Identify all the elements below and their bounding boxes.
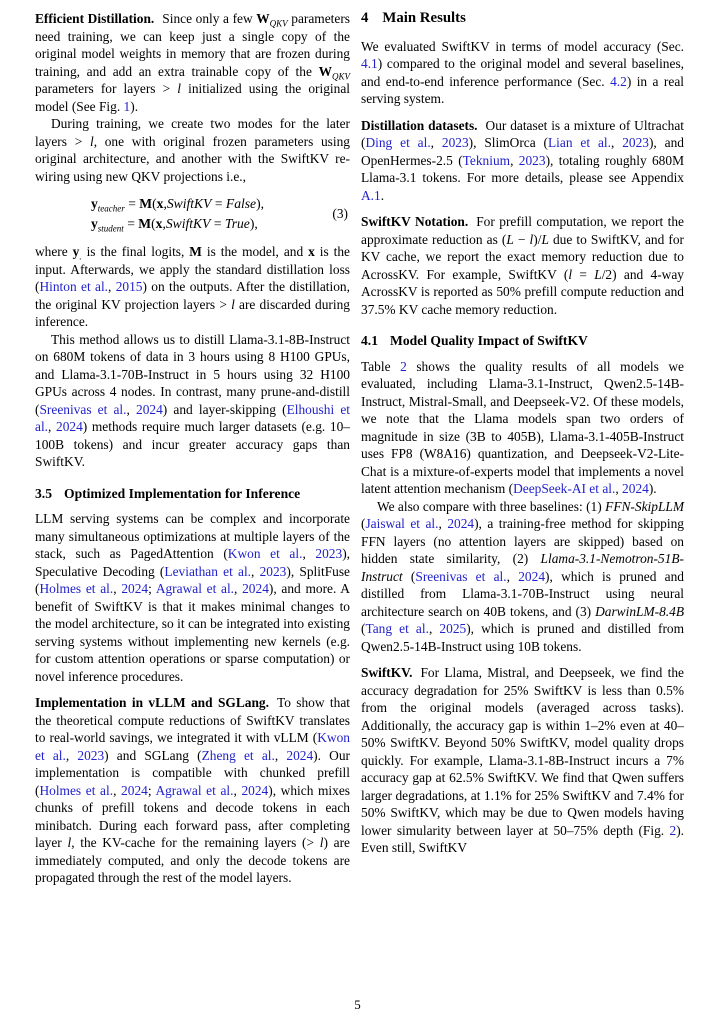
text-segment: ), SlimOrca ( — [468, 135, 548, 150]
equation-block — [35, 194, 350, 234]
text-segment: ) compared to the original model and several baselines, and end-to-end inference performance (Sec. — [361, 56, 684, 89]
paragraph — [361, 498, 684, 656]
citation-link[interactable]: Teknium — [462, 152, 511, 168]
text-segment: DarwinLM-8.4B — [595, 603, 684, 619]
citation-link[interactable]: 2023 — [518, 152, 546, 168]
math-subscript: QKV — [269, 18, 288, 29]
text-segment: ) and layer-skipping ( — [162, 401, 287, 417]
text-segment: x — [308, 244, 315, 259]
text-segment: ) on the outputs. After the distillation, the original KV projection layers — [35, 279, 350, 312]
paragraph-lead: Implementation in vLLM and SGLang. — [35, 695, 269, 710]
citation-link[interactable]: 2024 — [56, 419, 83, 434]
text-segment: M — [139, 196, 153, 211]
text-segment: , — [251, 563, 260, 579]
text-segment: To show that the theoretical compute reductions of SwiftKV translates to real-world savings, we integrated it with vLLM ( — [35, 695, 350, 745]
section-heading — [361, 332, 684, 350]
citation-link[interactable]: Hinton et al. — [39, 279, 109, 294]
section-title: Optimized Implementation for Inference — [64, 485, 301, 501]
citation-link[interactable]: 4.2 — [610, 73, 627, 89]
text-segment: initialized using the original model (See Fig. — [35, 81, 350, 114]
text-segment: ), — [256, 196, 265, 211]
text-segment: ), totaling roughly 680M Llama-3.1 tokens. For more details, please see Appendix — [361, 152, 684, 185]
text-segment: ). — [130, 98, 139, 114]
text-segment: , — [233, 782, 242, 798]
citation-link[interactable]: 2024 — [447, 516, 475, 531]
text-segment: We also compare with three baselines: (1) — [377, 498, 606, 514]
text-segment: , — [615, 481, 623, 496]
text-segment: , one with original frozen parameters using original architecture, and another with the SwiftKV re-wiring using new QKV projections i.e., — [35, 133, 351, 184]
text-segment: , — [510, 152, 519, 168]
text-segment: > — [162, 81, 178, 96]
citation-link[interactable]: Sreenivas et al. — [415, 568, 507, 584]
text-segment: due to SwiftKV, and for KV cache, we report the exact memory reduction due to AcrossKV. For example, SwiftKV ( — [361, 231, 684, 282]
text-segment: W — [256, 11, 270, 26]
text-segment: ; — [148, 581, 156, 596]
paragraph — [35, 115, 350, 185]
text-segment: Table — [361, 358, 401, 374]
citation-link[interactable]: 2 — [669, 822, 677, 838]
paragraph-lead: SwiftKV Notation. — [361, 214, 469, 229]
text-segment: M — [189, 244, 202, 259]
citation-link[interactable]: 2 — [400, 358, 407, 374]
citation-link[interactable]: 2023 — [622, 135, 649, 150]
text-segment: l — [319, 835, 324, 850]
text-segment: ), which is pruned and distilled from Qwen2.5-14B-Instruct using 10B tokens. — [361, 621, 685, 654]
text-segment: where — [35, 244, 73, 259]
citation-link[interactable]: 2024 — [242, 581, 269, 596]
text-segment: ) in a real serving system. — [361, 73, 684, 106]
paragraph-lead: Distillation datasets. — [361, 117, 478, 133]
equation-row — [91, 194, 332, 214]
paragraph — [35, 510, 350, 685]
text-segment: l — [529, 231, 534, 247]
text-segment: , — [113, 782, 122, 798]
text-segment: Since only a few — [162, 11, 257, 26]
equation-rows — [35, 194, 332, 234]
text-segment: ; — [147, 782, 156, 798]
text-segment: ), and more. A benefit of SwiftKV is that it makes minimal changes to the model architecture, so it can be integrated into existing serving systems without implementing new kernels (e.g. for custom attention operations or sparse computation) or novel inference procedures. — [35, 581, 350, 684]
math-subscript: teacher — [97, 203, 125, 214]
citation-link[interactable]: Kwon et al. — [227, 546, 303, 561]
text-segment: ), which is pruned and distilled from Llama-3.1-70B-Instruct using neural architecture search on 40B tokens, and (3) — [361, 568, 685, 619]
text-segment: ) methods require much larger datasets (e.g. 10–100B tokens) and incur greater accuracy gaps than SwiftKV. — [35, 419, 350, 469]
citation-link[interactable]: 2024 — [241, 782, 269, 798]
text-segment: , — [108, 279, 116, 294]
text-segment: )/ — [533, 231, 542, 247]
math-subscript: student — [97, 223, 124, 234]
text-segment: , — [48, 419, 56, 434]
text-segment: , the KV-cache for the remaining layers ( — [71, 835, 307, 850]
text-segment: , — [274, 747, 287, 763]
citation-link[interactable]: 2023 — [315, 546, 343, 561]
section-heading — [35, 485, 350, 503]
text-segment: SwiftKV — [166, 196, 212, 211]
section-title: Model Quality Impact of SwiftKV — [390, 333, 588, 348]
text-segment: ), and OpenHermes-2.5 ( — [361, 135, 684, 168]
paragraph — [35, 331, 350, 471]
text-segment: /2) and 4-way AcrossKV is reported as 50% prefill compute reduction and 37.5% KV cache memory reduction. — [361, 266, 684, 317]
text-segment: , — [234, 581, 243, 596]
citation-link[interactable]: 2023 — [441, 135, 469, 150]
citation-link[interactable]: 2015 — [115, 279, 143, 294]
citation-link[interactable]: 2024 — [622, 481, 649, 496]
text-segment: M — [138, 216, 152, 231]
text-segment: ) are immediately computed, and only the decode tokens are propagated through the rest of the model layers. — [35, 835, 351, 885]
text-segment: . — [380, 187, 385, 203]
citation-link[interactable]: Sreenivas et al. — [39, 401, 127, 417]
text-segment: = — [123, 216, 139, 231]
citation-link[interactable]: 1 — [123, 98, 131, 114]
citation-link[interactable]: A.1 — [361, 187, 381, 203]
text-segment: l — [568, 266, 573, 282]
text-segment: ). — [648, 481, 657, 496]
text-segment: , — [428, 621, 440, 636]
text-segment: For Llama, Mistral, and Deepseek, we find the accuracy degradation for 25% SwiftKV is less than 0.5% from the original models (averaged across tasks). Additionally, the accuracy gap is within 1–2% even at 40–50% SwiftKV. Beyond 50% SwiftKV, model quality drops quickly. For example, Llama-3.1-8B-Instruct incurs a 7% accuracy gap at 62.5% SwiftKV. We find that Qwen suffers larger degradations, at 1.1% for 25% SwiftKV and 7.4% for 50% SwiftKV, which may be due to Qwen models having lower simularity between layer at 50–75% depth (Fig. — [361, 665, 684, 838]
citation-link[interactable]: Ding et al. — [365, 135, 431, 150]
section-number: 4 — [361, 10, 369, 26]
text-segment: − — [513, 231, 530, 247]
text-segment: ). Our implementation is compatible with chunked prefill ( — [35, 747, 350, 798]
section-heading — [361, 10, 684, 28]
text-segment: x — [156, 196, 164, 211]
citation-link[interactable]: Lian et al. — [548, 135, 611, 150]
citation-link[interactable]: Leviathan et al. — [164, 563, 252, 579]
right-column — [361, 10, 684, 887]
text-segment: ( — [402, 568, 416, 584]
paragraph-lead: SwiftKV. — [361, 665, 413, 680]
section-number: 3.5 — [35, 485, 52, 501]
citation-link[interactable]: 2024 — [136, 401, 163, 417]
text-segment: y — [91, 216, 98, 231]
citation-link[interactable]: DeepSeek-AI et al. — [513, 481, 616, 496]
text-segment: , — [430, 135, 442, 150]
text-segment: shows the quality results of all models we evaluated, including Llama-3.1-Instruct, Qwen2.5-14B-Instruct, Mistral-Small, and Deepseek-V2. Of these models, we note that the Llama models span two orders of magnitude in size (3B to 405B), Llama-3.1-405B-Instruct uses FP8 (W8A16) quantization, and Deepseek-V2-Lite-Chat is a mixture-of-experts model that implements a novel latent attention mechanism ( — [361, 358, 684, 496]
text-segment: x — [155, 216, 163, 231]
text-segment: Our dataset is a mixture of Ultrachat ( — [361, 117, 684, 150]
paragraph — [361, 38, 684, 108]
citation-link[interactable]: Elhoushi et al. — [35, 401, 350, 434]
text-segment: ) and SGLang ( — [104, 747, 202, 763]
text-segment: This method allows us to distill Llama-3.1-8B-Instruct on 680M tokens of data in 3 hours using 8 H100 GPUs, and Llama-3.1-70B-Instruct in 5 hours using 32 H100 GPUs across 4 nodes. In contrast, many prune-and-distill ( — [35, 331, 350, 417]
citation-link[interactable]: Kwon et al. — [35, 730, 350, 763]
text-segment: ( — [151, 216, 156, 231]
text-segment: LLM serving systems can be complex and incorporate many simultaneous optimizations at multiple layers of the stack, such as PagedAttention ( — [35, 511, 350, 561]
citation-link[interactable]: 2023 — [259, 563, 287, 579]
text-segment: > — [74, 133, 90, 149]
text-segment: parameters for layers — [35, 81, 163, 96]
text-segment: > — [219, 296, 232, 312]
text-segment: False — [225, 196, 257, 211]
text-segment: FFN-SkipLLM — [605, 498, 684, 514]
text-segment: l — [67, 835, 72, 850]
text-segment: , — [610, 135, 623, 150]
text-segment: is the model, and — [201, 244, 309, 259]
text-segment: L — [506, 231, 514, 247]
section-title: Main Results — [382, 10, 466, 26]
text-segment: Llama-3.1-Nemotron-51B-Instruct — [361, 551, 684, 584]
text-segment: l — [231, 296, 235, 312]
section-number: 4.1 — [361, 333, 378, 348]
text-segment: For prefill computation, we report the approximate reduction as ( — [361, 214, 684, 247]
citation-link[interactable]: Agrawal et al. — [155, 581, 235, 596]
text-segment: ). Even still, SwiftKV — [361, 822, 684, 855]
text-segment: , — [65, 747, 78, 763]
two-column-layout — [35, 10, 684, 887]
text-segment: During training, we create two modes for the later layers — [35, 116, 350, 149]
citation-link[interactable]: Holmes et al. — [39, 581, 114, 596]
text-segment: y — [91, 196, 98, 211]
text-segment: L — [541, 231, 549, 247]
text-segment: ), SplitFuse ( — [35, 563, 350, 596]
citation-link[interactable]: 2024 — [286, 747, 314, 763]
text-segment: ( — [361, 621, 366, 636]
text-segment: , — [163, 196, 167, 211]
citation-link[interactable]: Agrawal et al. — [155, 782, 234, 798]
citation-link[interactable]: 2023 — [77, 747, 105, 763]
text-segment: = — [211, 196, 226, 211]
text-segment: , — [162, 216, 166, 231]
text-segment: ), Speculative Decoding ( — [35, 546, 350, 579]
text-segment: , — [113, 581, 122, 596]
text-segment: are discarded during inference. — [35, 296, 350, 329]
citation-link[interactable]: 2024 — [121, 782, 148, 798]
citation-link[interactable]: 4.1 — [361, 56, 378, 71]
text-segment: L — [594, 266, 602, 282]
paragraph — [35, 10, 350, 115]
citation-link[interactable]: Holmes et al. — [39, 782, 114, 798]
paragraph — [361, 117, 684, 205]
text-segment: , — [438, 516, 448, 531]
text-segment: = — [124, 196, 140, 211]
math-subscript: . — [79, 251, 82, 262]
text-segment: ( — [152, 196, 157, 211]
text-segment: , — [302, 546, 316, 561]
text-segment: = — [572, 266, 595, 282]
text-segment: y — [72, 244, 80, 259]
equation-number: (3) — [332, 206, 348, 222]
text-segment: parameters need training, we can keep just a single copy of the original model weights in memory that are frozen during training, and add an extra trainable copy of the — [35, 11, 350, 79]
citation-link[interactable]: 2025 — [439, 621, 467, 636]
paragraph — [361, 664, 684, 857]
text-segment: SwiftKV — [165, 216, 211, 231]
text-segment: W — [318, 63, 332, 79]
citation-link[interactable]: Jaiswal et al. — [365, 516, 439, 531]
text-segment: is the final logits, — [81, 244, 190, 259]
text-segment: is the input. Afterwards, we apply the standard distillation loss ( — [35, 244, 350, 294]
text-segment: ( — [361, 516, 366, 531]
math-subscript: QKV — [332, 71, 350, 82]
paragraph — [361, 358, 684, 498]
text-segment: , — [126, 401, 136, 417]
paragraph — [35, 694, 350, 887]
text-segment: l — [89, 133, 94, 149]
page-number: 5 — [354, 997, 361, 1012]
text-segment: ), — [249, 216, 258, 231]
citation-link[interactable]: 2024 — [121, 581, 149, 596]
text-segment: , — [506, 568, 519, 584]
equation-row — [91, 214, 332, 234]
paragraph — [35, 243, 350, 331]
text-segment: We evaluated SwiftKV in terms of model accuracy (Sec. — [361, 38, 684, 54]
text-segment: l — [177, 81, 182, 96]
citation-link[interactable]: Tang et al. — [365, 621, 429, 636]
text-segment: = — [210, 216, 225, 231]
citation-link[interactable]: 2024 — [518, 568, 546, 584]
text-segment: ), which mixes chunks of prefill tokens and decode tokens in each minibatch. During each forward pass, after completing layer — [35, 782, 350, 850]
citation-link[interactable]: Zheng et al. — [201, 747, 275, 763]
left-column — [35, 10, 350, 887]
text-segment: True — [224, 216, 250, 231]
text-segment: > — [306, 835, 320, 850]
paragraph-lead: Efficient Distillation. — [35, 11, 155, 26]
text-segment: ), a training-free method for skipping FFN layers (no attention layers are skipped) based on hidden state similarity, (2) — [361, 516, 684, 566]
paragraph — [361, 213, 684, 318]
